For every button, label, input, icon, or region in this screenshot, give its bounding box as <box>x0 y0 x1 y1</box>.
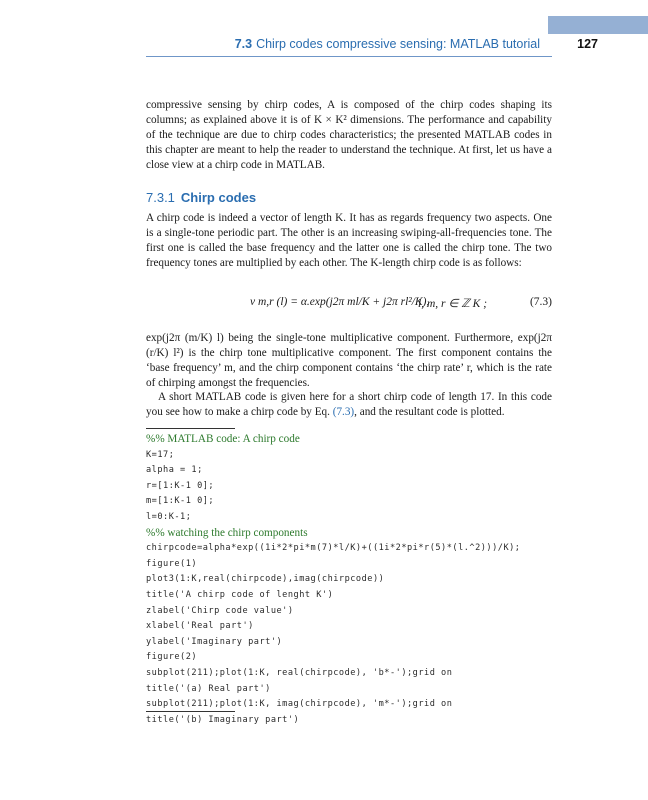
code-line: plot3(1:K,real(chirpcode),imag(chirpcode)) <box>146 574 385 585</box>
components-paragraph: exp(j2π (m/K) l) being the single-tone multiplicative component. Furthermore, exp(j2π (r/K) l²) is the chirp tone multiplicative component. The first component contains the ‘base frequency’ m, and the chirp component contains ‘the chirp rate’ r, which is the rate of chirping amongst the frequencies. <box>146 332 552 389</box>
equation-7-3 <box>146 292 552 326</box>
code-line: ylabel('Imaginary part') <box>146 636 283 647</box>
header-rule <box>146 56 552 57</box>
code-intro-text: A short MATLAB code is given here for a short chirp code of length 17. In this code you see how to make a chirp code by Eq. <box>146 391 552 418</box>
section-heading <box>146 190 256 205</box>
code-line: figure(2) <box>146 652 198 663</box>
intro-paragraph: compressive sensing by chirp codes, A is composed of the chirp codes shaping its columns; as explained above it is of K × K² dimensions. The performance and capability of the technique are due to chirp codes characteristics; the presented MATLAB codes in this chapter are meant to help the reader to understand the technique. At first, let us have a close view at a chirp code in MATLAB. <box>146 99 552 171</box>
code-line: l=0:K-1; <box>146 511 192 522</box>
code-top-rule <box>146 428 235 429</box>
section-title: Chirp codes <box>180 190 257 205</box>
page-number: 127 <box>577 37 598 51</box>
code-line: xlabel('Real part') <box>146 621 254 632</box>
code-comment-line: %% watching the chirp components <box>146 526 308 539</box>
code-comment-line: %% MATLAB code: A chirp code <box>146 433 300 445</box>
code-line: m=[1:K-1 0]; <box>146 496 215 507</box>
equation-reference-link[interactable]: (7.3) <box>332 406 355 418</box>
running-head-section-number: 7.3 <box>234 37 253 51</box>
running-head-text: Chirp codes compressive sensing: MATLAB tutorial <box>256 37 540 51</box>
running-head-title <box>235 37 540 51</box>
code-line: subplot(211);plot(1:K, imag(chirpcode), 'm*-');grid on <box>146 699 453 710</box>
code-line: title('(b) Imaginary part') <box>146 714 300 725</box>
equation-body: v m,r (l) = α.exp(j2π ml/K + j2π rl²/K), <box>250 296 430 308</box>
matlab-code-block <box>146 432 552 728</box>
running-head <box>146 37 598 55</box>
code-line: r=[1:K-1 0]; <box>146 480 215 491</box>
section-number: 7.3.1 <box>146 190 175 205</box>
code-intro-paragraph <box>146 390 552 420</box>
equation-condition: l, m, r ∈ ℤ K ; <box>418 298 488 310</box>
code-intro-text-end: , and the resultant code is plotted. <box>354 406 505 418</box>
code-line: K=17; <box>146 449 175 460</box>
code-line: title('A chirp code of lenght K') <box>146 589 334 600</box>
code-line: chirpcode=alpha*exp((1i*2*pi*m(7)*l/K)+((1i*2*pi*r(5)*(l.^2)))/K); <box>146 543 521 554</box>
code-line: subplot(211);plot(1:K, real(chirpcode), 'b*-');grid on <box>146 667 453 678</box>
code-line: alpha = 1; <box>146 465 203 476</box>
code-bottom-rule <box>146 711 235 712</box>
code-line: title('(a) Real part') <box>146 683 271 694</box>
code-line: zlabel('Chirp code value') <box>146 605 294 616</box>
chapter-tab <box>548 16 648 34</box>
code-line: figure(1) <box>146 558 198 569</box>
equation-number: (7.3) <box>529 296 552 308</box>
chirp-definition-paragraph: A chirp code is indeed a vector of length K. It has as regards frequency two aspects. One is a single-tone periodic part. The other is an increasing swiping-all-frequencies tone. The first one is called the base frequency and the latter one is called the chirp tone. The two frequency tones are multiplied by each other. The K-length chirp code is as follows: <box>146 212 552 269</box>
